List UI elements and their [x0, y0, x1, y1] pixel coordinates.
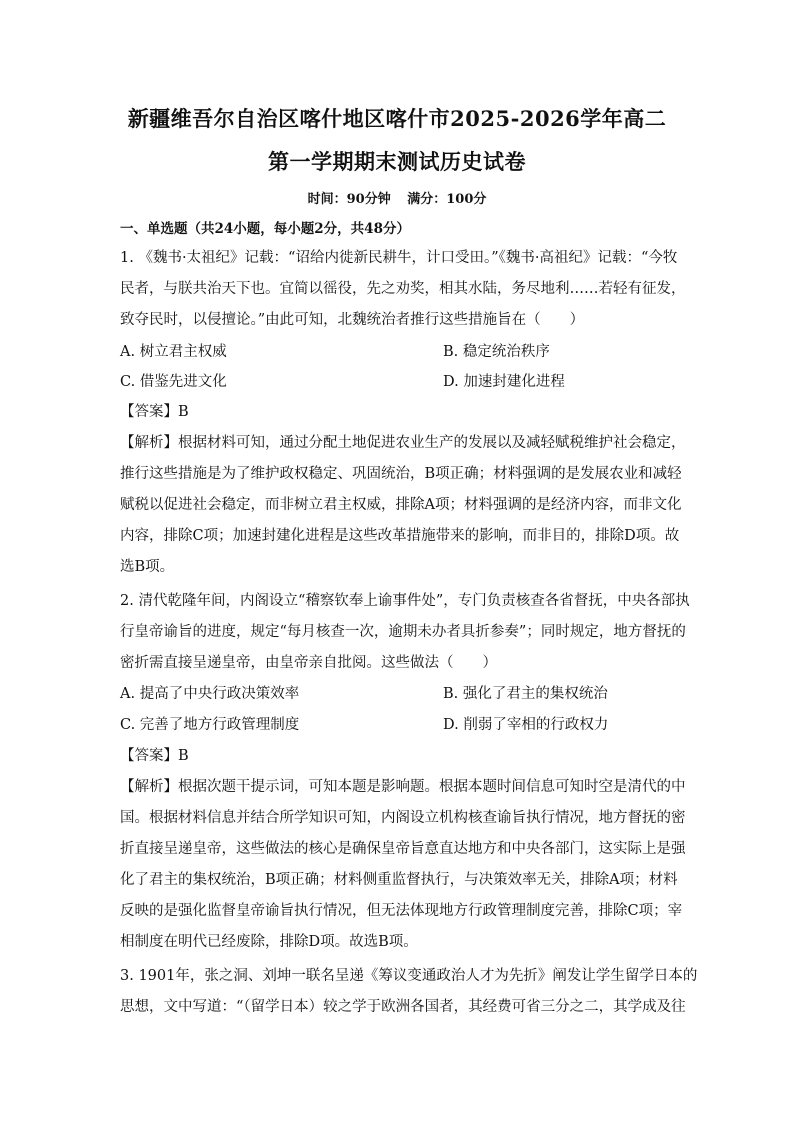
q2-analysis-line: 反映的是强化监督皇帝谕旨执行情况，但无法体现地方行政管理制度完善，排除C项；宰 [120, 903, 683, 919]
q2-stem-line: 2. 清代乾隆年间，内阁设立“稽察钦奉上谕事件处”，专门负责核查各省督抚，中央各部执 [120, 593, 690, 609]
q1-option-a: A. 树立君主权威 [120, 344, 227, 360]
q1-stem-line: 1. 《魏书·太祖纪》记载：“诏给内徙新民耕牛，计口受田。”《魏书·高祖纪》记载：“今牧 [120, 250, 678, 266]
q2-option-c: C. 完善了地方行政管理制度 [120, 717, 300, 733]
q1-analysis-line: 【解析】根据材料可知，通过分配土地促进农业生产的发展以及减轻赋税维护社会稳定， [120, 435, 686, 451]
exam-score: 满分：100分 [407, 192, 487, 207]
q1-stem-line: 致夺民时，以侵擅论。”由此可知，北魏统治者推行这些措施旨在（ ） [120, 312, 585, 328]
exam-title-line2: 第一学期期末测试历史试卷 [268, 149, 526, 174]
q2-option-d: D. 削弱了宰相的行政权力 [443, 717, 609, 733]
exam-time: 时间：90分钟 [307, 192, 391, 207]
exam-meta [0, 188, 794, 207]
section-heading: 一、单选题（共24小题，每小题2分，共48分） [120, 221, 410, 237]
q1-stem-line: 民者，与朕共治天下也。宜简以徭役，先之劝奖，相其水陆，务尽地利……若轻有征发， [120, 281, 686, 297]
q2-stem-line: 密折需直接呈递皇帝，由皇帝亲自批阅。这些做法（ ） [120, 655, 497, 671]
q1-option-d: D. 加速封建化进程 [443, 374, 565, 390]
q3-stem-line: 3. 1901年，张之洞、刘坤一联名呈递《筹议变通政治人才为先折》阐发让学生留学日本的 [120, 968, 698, 984]
q2-analysis-line: 化了君主的集权统治，B项正确；材料侧重监督执行，与决策效率无关，排除A项；材料 [120, 872, 678, 888]
exam-title-line1: 新疆维吾尔自治区喀什地区喀什市2025-2026学年高二 [127, 106, 667, 131]
q2-stem-line: 行皇帝谕旨的进度，规定“每月核查一次，逾期未办者具折参奏”；同时规定，地方督抚的 [120, 624, 686, 640]
q2-analysis-line: 【解析】根据次题干提示词，可知本题是影响题。根据本题时间信息可知时空是清代的中 [120, 779, 686, 795]
q2-option-b: B. 强化了君主的集权统治 [443, 686, 608, 702]
q1-analysis-line: 内容，排除C项；加速封建化进程是这些改革措施带来的影响，而非目的，排除D项。故 [120, 528, 680, 544]
q1-analysis-line: 推行这些措施是为了维护政权稳定、巩固统治，B项正确；材料强调的是发展农业和减轻 [120, 466, 682, 482]
q1-option-c: C. 借鉴先进文化 [120, 374, 227, 390]
q2-analysis-line: 国。根据材料信息并结合所学知识可知，内阁设立机构核查谕旨执行情况，地方督抚的密 [120, 810, 686, 826]
q1-answer: 【答案】B [120, 404, 189, 420]
q3-stem-line: 思想，文中写道：“（留学日本）较之学于欧洲各国者，其经费可省三分之二，其学成及往 [120, 999, 686, 1015]
q2-analysis-line: 折直接呈递皇帝，这些做法的核心是确保皇帝旨意直达地方和中央各部门，这实际上是强 [120, 841, 686, 857]
q2-option-a: A. 提高了中央行政决策效率 [120, 686, 300, 702]
q2-analysis-line: 相制度在明代已经废除，排除D项。故选B项。 [120, 934, 418, 950]
q1-analysis-line: 赋税以促进社会稳定，而非树立君主权威，排除A项；材料强调的是经济内容，而非文化 [120, 497, 682, 513]
q2-answer: 【答案】B [120, 748, 189, 764]
q1-analysis-line: 选B项。 [120, 559, 175, 575]
q1-option-b: B. 稳定统治秩序 [443, 344, 550, 360]
